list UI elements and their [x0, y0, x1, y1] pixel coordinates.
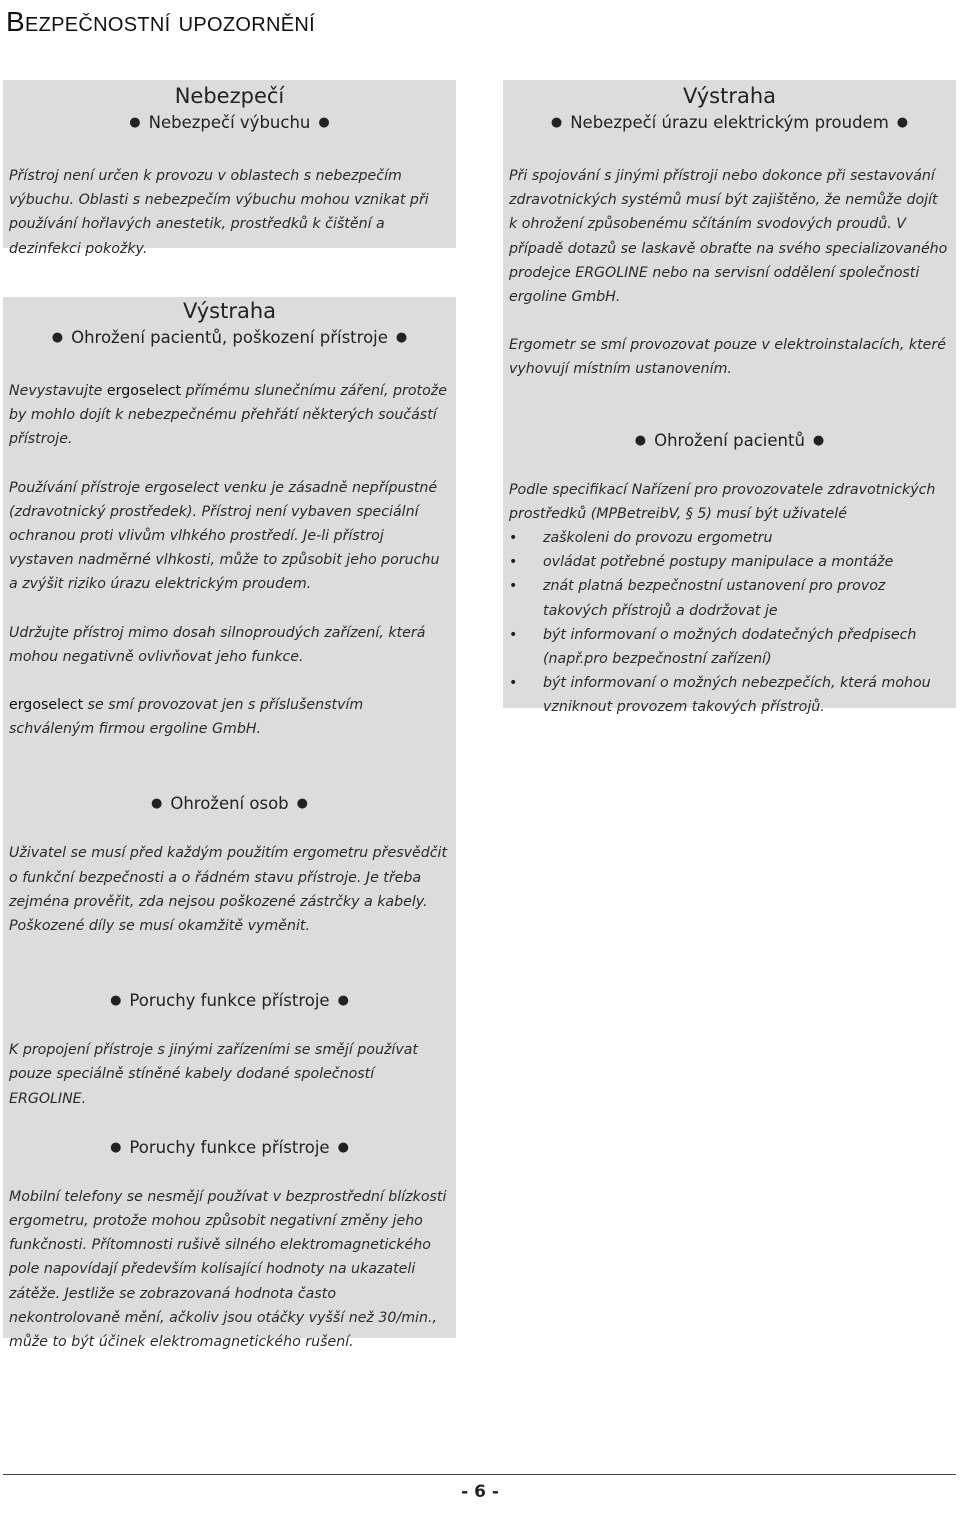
footer-divider — [3, 1474, 956, 1475]
warning-paragraph-1: Nevystavujte ergoselect přímému slunečnímu záření, protože by mohlo dojít k nebezpečnému přehřátí některých součástí přístroje. — [9, 383, 447, 448]
danger-subheading: ● Nebezpečí výbuchu ● — [3, 110, 456, 138]
danger-heading: Nebezpečí — [174, 84, 285, 108]
list-item: • být informovaní o možných dodatečných předpisech (např.pro bezpečnostní zařízení) — [509, 623, 950, 671]
bullet-icon: ● — [318, 115, 330, 130]
bullet-icon: ● — [812, 432, 825, 448]
bullet-icon: ● — [296, 796, 308, 812]
patients-subheading: ● Ohrožení pacientů ● — [503, 428, 956, 456]
warning-subheading: ● Ohrožení pacientů, poškození přístroje ● — [3, 325, 456, 353]
electric-warning-subheading: ● Nebezpečí úrazu elektrickým proudem ● — [503, 110, 956, 138]
brand-name: ergoselect — [106, 383, 182, 399]
bullet-icon: ● — [337, 993, 349, 1009]
persons-text: Uživatel se musí před každým použitím ergometru přesvědčit o funkční bezpečnosti a o řádném stavu přístroje. Je třeba zejména prověřit, zda nejsou poškozené zástrčky a kabely. Poškozené díly se musí okamžitě vyměnit. — [9, 845, 448, 935]
bullet-icon: ● — [634, 432, 647, 448]
list-item: • být informovaní o možných nebezpečích, která mohou vzniknout provozem takových přístrojů. — [509, 671, 950, 719]
list-item: • znát platná bezpečnostní ustanovení pro provoz takových přístrojů a dodržovat je — [509, 574, 950, 622]
warning-heading: Výstraha — [182, 299, 277, 323]
electric-warning-paragraph-1: Při spojování s jinými přístroji nebo dokonce při sestavování zdravotnických systémů musí být zajištěno, že nemůže dojít k ohrožení způsobenému sčítáním svodových proudů. V případě dotazů se laskavě obraťte na svého specializovaného prodejce ERGOLINE nebo na servisní oddělení společnosti ergoline GmbH. — [509, 168, 948, 306]
brand-name: ergoselect — [9, 697, 84, 714]
page-title: Bezpečnostní upozornění — [6, 6, 315, 37]
bullet-icon: ● — [550, 115, 563, 130]
electric-warning-column — [503, 80, 956, 716]
malfunction-text-2: Mobilní telefony se nesmějí používat v bezprostřední blízkosti ergometru, protože mohou způsobit negativní změny jeho funkčnosti. Přítomnosti rušivě silného elektromagnetického pole napovídají především kolísající hodnoty na ukazateli zátěže. Jestliže se zobrazovaná hodnota často nekontrolovaně mění, ačkoliv jsou otáčky vyšší než 30/min., může to být účinek elektromagnetického rušení. — [9, 1188, 447, 1351]
bullet-icon: ● — [110, 1139, 122, 1155]
electric-warning-paragraph-2: Ergometr se smí provozovat pouze v elektroinstalacích, které vyhovují místním ustanovením. — [509, 337, 946, 378]
malfunction-subheading-1: ● Poruchy funkce přístroje ● — [3, 988, 456, 1016]
page-number: - 6 - — [461, 1482, 499, 1502]
bullet-icon: ● — [51, 330, 64, 345]
electric-warning-heading: Výstraha — [682, 84, 777, 108]
warning-paragraph-4: ergoselect se smí provozovat jen s příslušenstvím schváleným firmou ergoline GmbH. — [9, 697, 364, 738]
danger-box — [3, 80, 456, 257]
bullet-icon: ● — [337, 1139, 349, 1155]
list-item: • zaškoleni do provozu ergometru — [509, 526, 950, 550]
persons-subheading: ● Ohrožení osob ● — [3, 791, 456, 819]
bullet-icon: ● — [110, 993, 122, 1009]
warning-paragraph-3: Udržujte přístroj mimo dosah silnoproudých zařízení, která mohou negativně ovlivňovat jeho funkce. — [9, 624, 426, 665]
warning-paragraph-2: Používání přístroje ergoselect venku je zásadně nepřípustné (zdravotnický prostředek). Přístroj není vybaven speciální ochranou proti vlivům vlhkého prostředí. Je-li přístroj vystaven nadměrné vlhkosti, může to způsobit jeho poruchu a zvýšit riziko úrazu elektrickým proudem. — [9, 479, 440, 593]
bullet-icon: ● — [896, 115, 909, 130]
danger-text: Přístroj není určen k provozu v oblastech s nebezpečím výbuchu. Oblasti s nebezpečím výbuchu mohou vznikat při používání hořlavých anestetik, prostředků k čištění a dezinfekci pokožky. — [9, 168, 429, 257]
malfunction-text-1: K propojení přístroje s jinými zařízeními se smějí používat pouze speciálně stíněné kabely dodané společností ERGOLINE. — [9, 1042, 418, 1107]
bullet-icon: ● — [150, 796, 163, 812]
list-item: • ovládat potřebné postupy manipulace a montáže — [509, 550, 950, 574]
patients-intro: Podle specifikací Nařízení pro provozovatele zdravotnických prostředků (MPBetreibV, § 5) musí být uživatelé — [509, 481, 936, 522]
bullet-icon: ● — [129, 115, 141, 130]
patients-requirements-list — [503, 526, 956, 720]
bullet-icon: ● — [395, 330, 408, 345]
warning-column — [3, 297, 456, 1351]
malfunction-subheading-2: ● Poruchy funkce přístroje ● — [3, 1135, 456, 1163]
